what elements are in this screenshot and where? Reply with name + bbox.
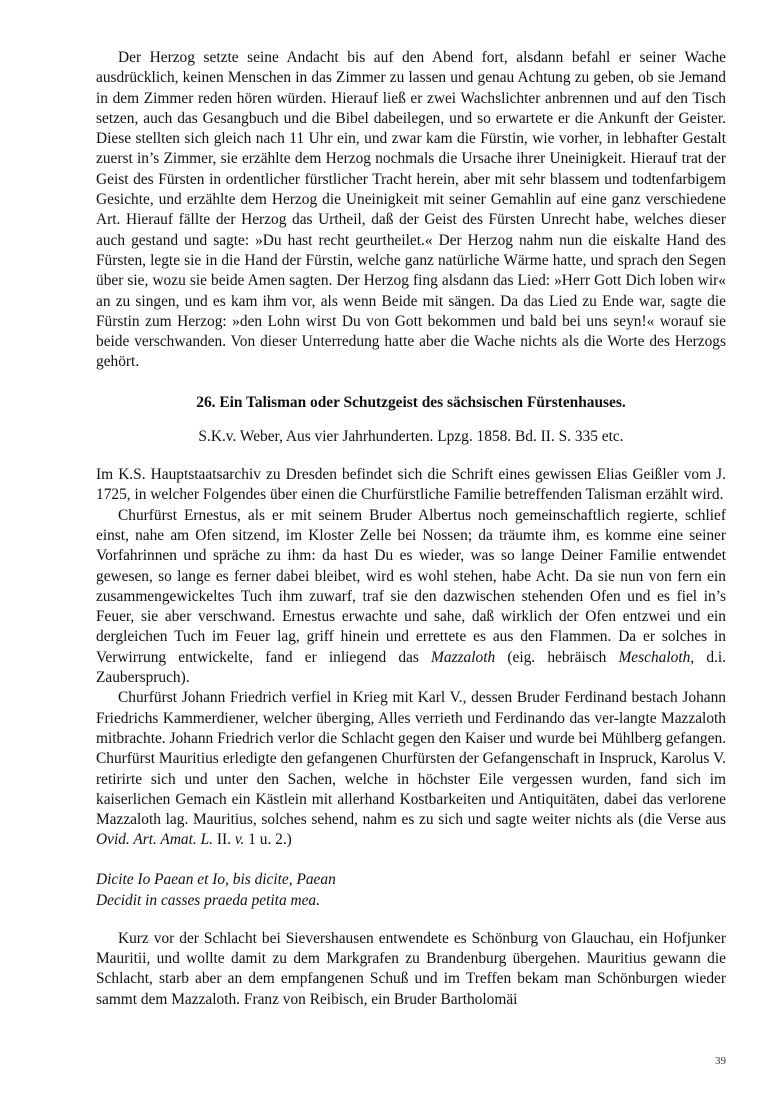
paragraph-3 (96, 506, 726, 689)
term-meschaloth: Meschaloth, (618, 648, 695, 666)
paragraph-1: Der Herzog setzte seine Andacht bis auf den Abend fort, alsdann befahl er seiner Wache ausdrücklich, keinen Menschen in das Zimmer zu lassen und genau Achtung zu geben, ob sie Jemand in dem Zimmer reden hören würden. Hierauf ließ er zwei Wachslichter anbrennen und auf den Tisch setzen, auch das Gesangbuch und die Bibel dabeilegen, und so erwartete er die Ankunft der Geister. Diese stellten sich gleich nach 11 Uhr ein, und zwar kam die Fürstin, wie vorher, in lebhafter Gestalt zuerst in’s Zimmer, sie erzählte dem Herzog nochmals die Ursache ihrer Uneinigkeit. Hierauf trat der Geist des Fürsten in ordentlicher fürstlicher Tracht herein, aber mit sehr blassem und todtenfarbigem Gesichte, und erzählte dem Herzog die Uneinigkeit mit seiner Gemahlin auf eine ganz verschiedene Art. Hierauf fällte der Herzog das Urtheil, daß der Geist des Fürsten Unrecht habe, welches dieser auch gestand und sagte: »Du hast recht geurtheilet.« Der Herzog nahm nun die eiskalte Hand des Fürsten, legte sie in die Hand der Fürstin, welche ganz natürliche Wärme hatte, und sprach den Segen über sie, wozu sie beide Amen sagten. Der Herzog fing alsdann das Lied: »Herr Gott Dich loben wir« an zu singen, und es kam ihm vor, als wenn Beide mit sängen. Da das Lied zu Ende war, sagte die Fürstin zum Herzog: »den Lohn wirst Du von Gott bekommen und bald bei uns seyn!« worauf sie beide verschwanden. Von dieser Unterredung hatte aber die Wache nichts als die Worte des Herzogs gehört. (96, 49, 726, 371)
page-body (96, 48, 726, 1010)
verse-abbrev: v. (234, 831, 245, 849)
paragraph-4-text: Churfürst Johann Friedrich verfiel in Krieg mit Karl V., dessen Bruder Ferdinand bestach Johann Friedrichs Kammerdiener, welcher überging, Alles verrieth und Ferdinando das ver-langte Mazzaloth mitbrachte. Johann Friedrich verlor die Schlacht gegen den Kaiser und wurde bei Mühlberg gefangen. Churfürst Mauritius erledigte den gefangenen Churfürsten der Gefangenschaft in Inspruck, Karolus V. retirirte sich und unter den Sachen, welche in höchster Eile vergessen wurden, fand sich im kaiserlichen Gemach ein Kästlein mit allerhand Kostbarkeiten und Antiquitäten, dabei das verlorene Mazzaloth lag. Mauritius, solches sehend, nahm es zu sich und sagte weiter nichts als (die Verse aus (96, 689, 726, 829)
paragraph-4-mid: II. (213, 831, 235, 849)
ovid-citation: Ovid. Art. Amat. L. (96, 831, 214, 849)
verse-line-1: Dicite Io Paean et Io, bis dicite, Paean (96, 870, 336, 888)
paragraph-5: Kurz vor der Schlacht bei Sievershausen entwendete es Schönburg von Glauchau, ein Hofjunker Mauritii, und wollte damit zu dem Markgrafen zu Brandenburg übergehen. Mauritius gewann die Schlacht, starb aber an dem empfangenen Schuß und im Treffen bekam man Schönburgen wieder sammt dem Mazzaloth. Franz von Reibisch, ein Bruder Bartholomäi (96, 929, 726, 1008)
paragraph-4-end: 1 u. 2.) (244, 831, 292, 849)
paragraph-3-end: d.i. Zauberspruch). (96, 648, 726, 687)
paragraph-3-mid: (eig. hebräisch (495, 648, 619, 666)
paragraph-2: Im K.S. Hauptstaatsarchiv zu Dresden befindet sich die Schrift eines gewissen Elias Geißler vom J. 1725, in welcher Folgendes über einen die Churfürstliche Familie betreffenden Talisman erzählt wird. (96, 466, 726, 504)
paragraph-3-text: Churfürst Ernestus, als er mit seinem Bruder Albertus noch gemeinschaftlich regierte, schlief einst, nahe am Ofen sitzend, im Kloster Zelle bei Nossen; da träumte ihm, es komme eine seiner Vorfahrinnen und spräche zu ihm: da hast Du es wieder, was so lange Deiner Familie entwendet gewesen, so lange es ferner dabei bleibet, wird es wohl stehen, habe Acht. Da sie nun von fern ein zusammengewickeltes Tuch ihm zuwarf, traf sie den dazwischen stehenden Ofen und es fiel in’s Feuer, sie aber verschwand. Ernestus erwachte und sahe, daß wirklich der Ofen entzwei und ein dergleichen Tuch im Feuer lag, griff hinein und errettete es aus den Flammen. Da er solches in Verwirrung entwickelte, fand er inliegend das (96, 506, 726, 666)
section-heading: 26. Ein Talisman oder Schutzgeist des sächsischen Fürstenhauses. (196, 393, 626, 411)
paragraph-4 (96, 688, 726, 850)
source-citation: S.K.v. Weber, Aus vier Jahrhunderten. Lpzg. 1858. Bd. II. S. 335 etc. (198, 427, 624, 445)
page-number: 39 (715, 1055, 726, 1067)
verse-line-2: Decidit in casses praeda petita mea. (96, 891, 320, 909)
term-mazzaloth: Mazzaloth (431, 648, 496, 666)
latin-verse (96, 869, 726, 911)
